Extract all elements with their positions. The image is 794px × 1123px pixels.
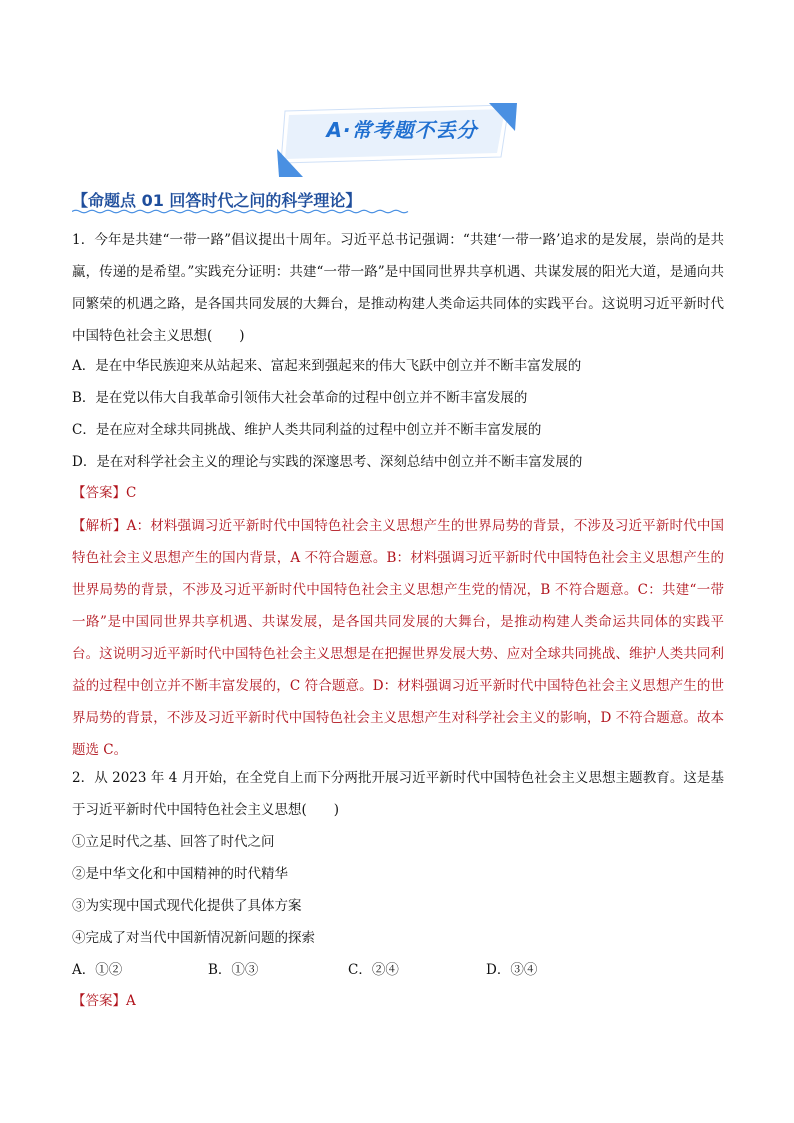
q1-answer (72, 483, 136, 503)
q2-answer-value: A (126, 993, 136, 1009)
q1-stem: 1．今年是共建“一带一路”倡议提出十周年。习近平总书记强调：“共建‘一带一路’追求的是发展，崇尚的是共赢，传递的是希望。”实践充分证明：共建“一带一路”是中国同世界共享机遇、共谋发展的阳光大道，是通向共同繁荣的机遇之路，是各国共同发展的大舞台，是推动构建人类命运共同体的实践平台。这说明习近平新时代中国特色社会主义思想( ) (72, 232, 724, 344)
q2-statement-3: ③为实现中国式现代化提供了具体方案 (72, 898, 302, 914)
topic-underline (72, 209, 410, 214)
q2-answer (72, 991, 136, 1011)
q2-statement-1: ①立足时代之基、回答了时代之问 (72, 834, 275, 850)
q1-analysis (72, 510, 724, 766)
q2-statement-4: ④完成了对当代中国新情况新问题的探索 (72, 930, 315, 946)
q1-option-d: D．是在对科学社会主义的理论与实践的深邃思考、深刻总结中创立并不断丰富发展的 (72, 454, 583, 470)
q1-analysis-label: 【解析】 (72, 518, 127, 534)
q1-answer-value: C (126, 485, 137, 501)
q2-option-a: A．①② (72, 962, 123, 978)
q1-option-c: C．是在应对全球共同挑战、维护人类共同利益的过程中创立并不断丰富发展的 (72, 422, 542, 438)
topic-heading: 【命题点 01 回答时代之问的科学理论】 (72, 191, 362, 210)
q1-analysis-text: A：材料强调习近平新时代中国特色社会主义思想产生的世界局势的背景，不涉及习近平新时代中国特色社会主义思想产生的国内背景，A 不符合题意。B：材料强调习近平新时代中国特色社会主义思想产生的世界局势的背景，不涉及习近平新时代中国特色社会主义思想产生党的情况，B 不符合题意。C：共建“一带一路”是中国同世界共享机遇、共谋发展，是各国共同发展的大舞台，是推动构建人类命运共同体的实践平台。这说明习近平新时代中国特色社会主义思想是在把握世界发展大势、应对全球共同挑战、维护人类共同利益的过程中创立并不断丰富发展的，C 符合题意。D：材料强调习近平新时代中国特色社会主义思想产生的世界局势的背景，不涉及习近平新时代中国特色社会主义思想产生对科学社会主义的影响，D 不符合题意。故本题选 C。 (72, 518, 725, 758)
q2-statement-2: ②是中华文化和中国精神的时代精华 (72, 866, 288, 882)
q2-option-d: D．③④ (486, 962, 538, 978)
q2-stem: 2．从 2023 年 4 月开始，在全党自上而下分两批开展习近平新时代中国特色社会主义思想主题教育。这是基于习近平新时代中国特色社会主义思想( ) (72, 770, 724, 818)
q1-option-a: A．是在中华民族迎来从站起来、富起来到强起来的伟大飞跃中创立并不断丰富发展的 (72, 358, 582, 374)
q2-answer-label: 【答案】 (72, 993, 126, 1009)
q1-option-b: B．是在党以伟大自我革命引领伟大社会革命的过程中创立并不断丰富发展的 (72, 390, 528, 406)
section-banner (277, 101, 517, 177)
banner-title: A·常考题不丢分 (326, 118, 478, 142)
q1-answer-label: 【答案】 (72, 485, 126, 501)
q2-option-c: C．②④ (348, 962, 399, 978)
q2-option-b: B．①③ (208, 962, 259, 978)
